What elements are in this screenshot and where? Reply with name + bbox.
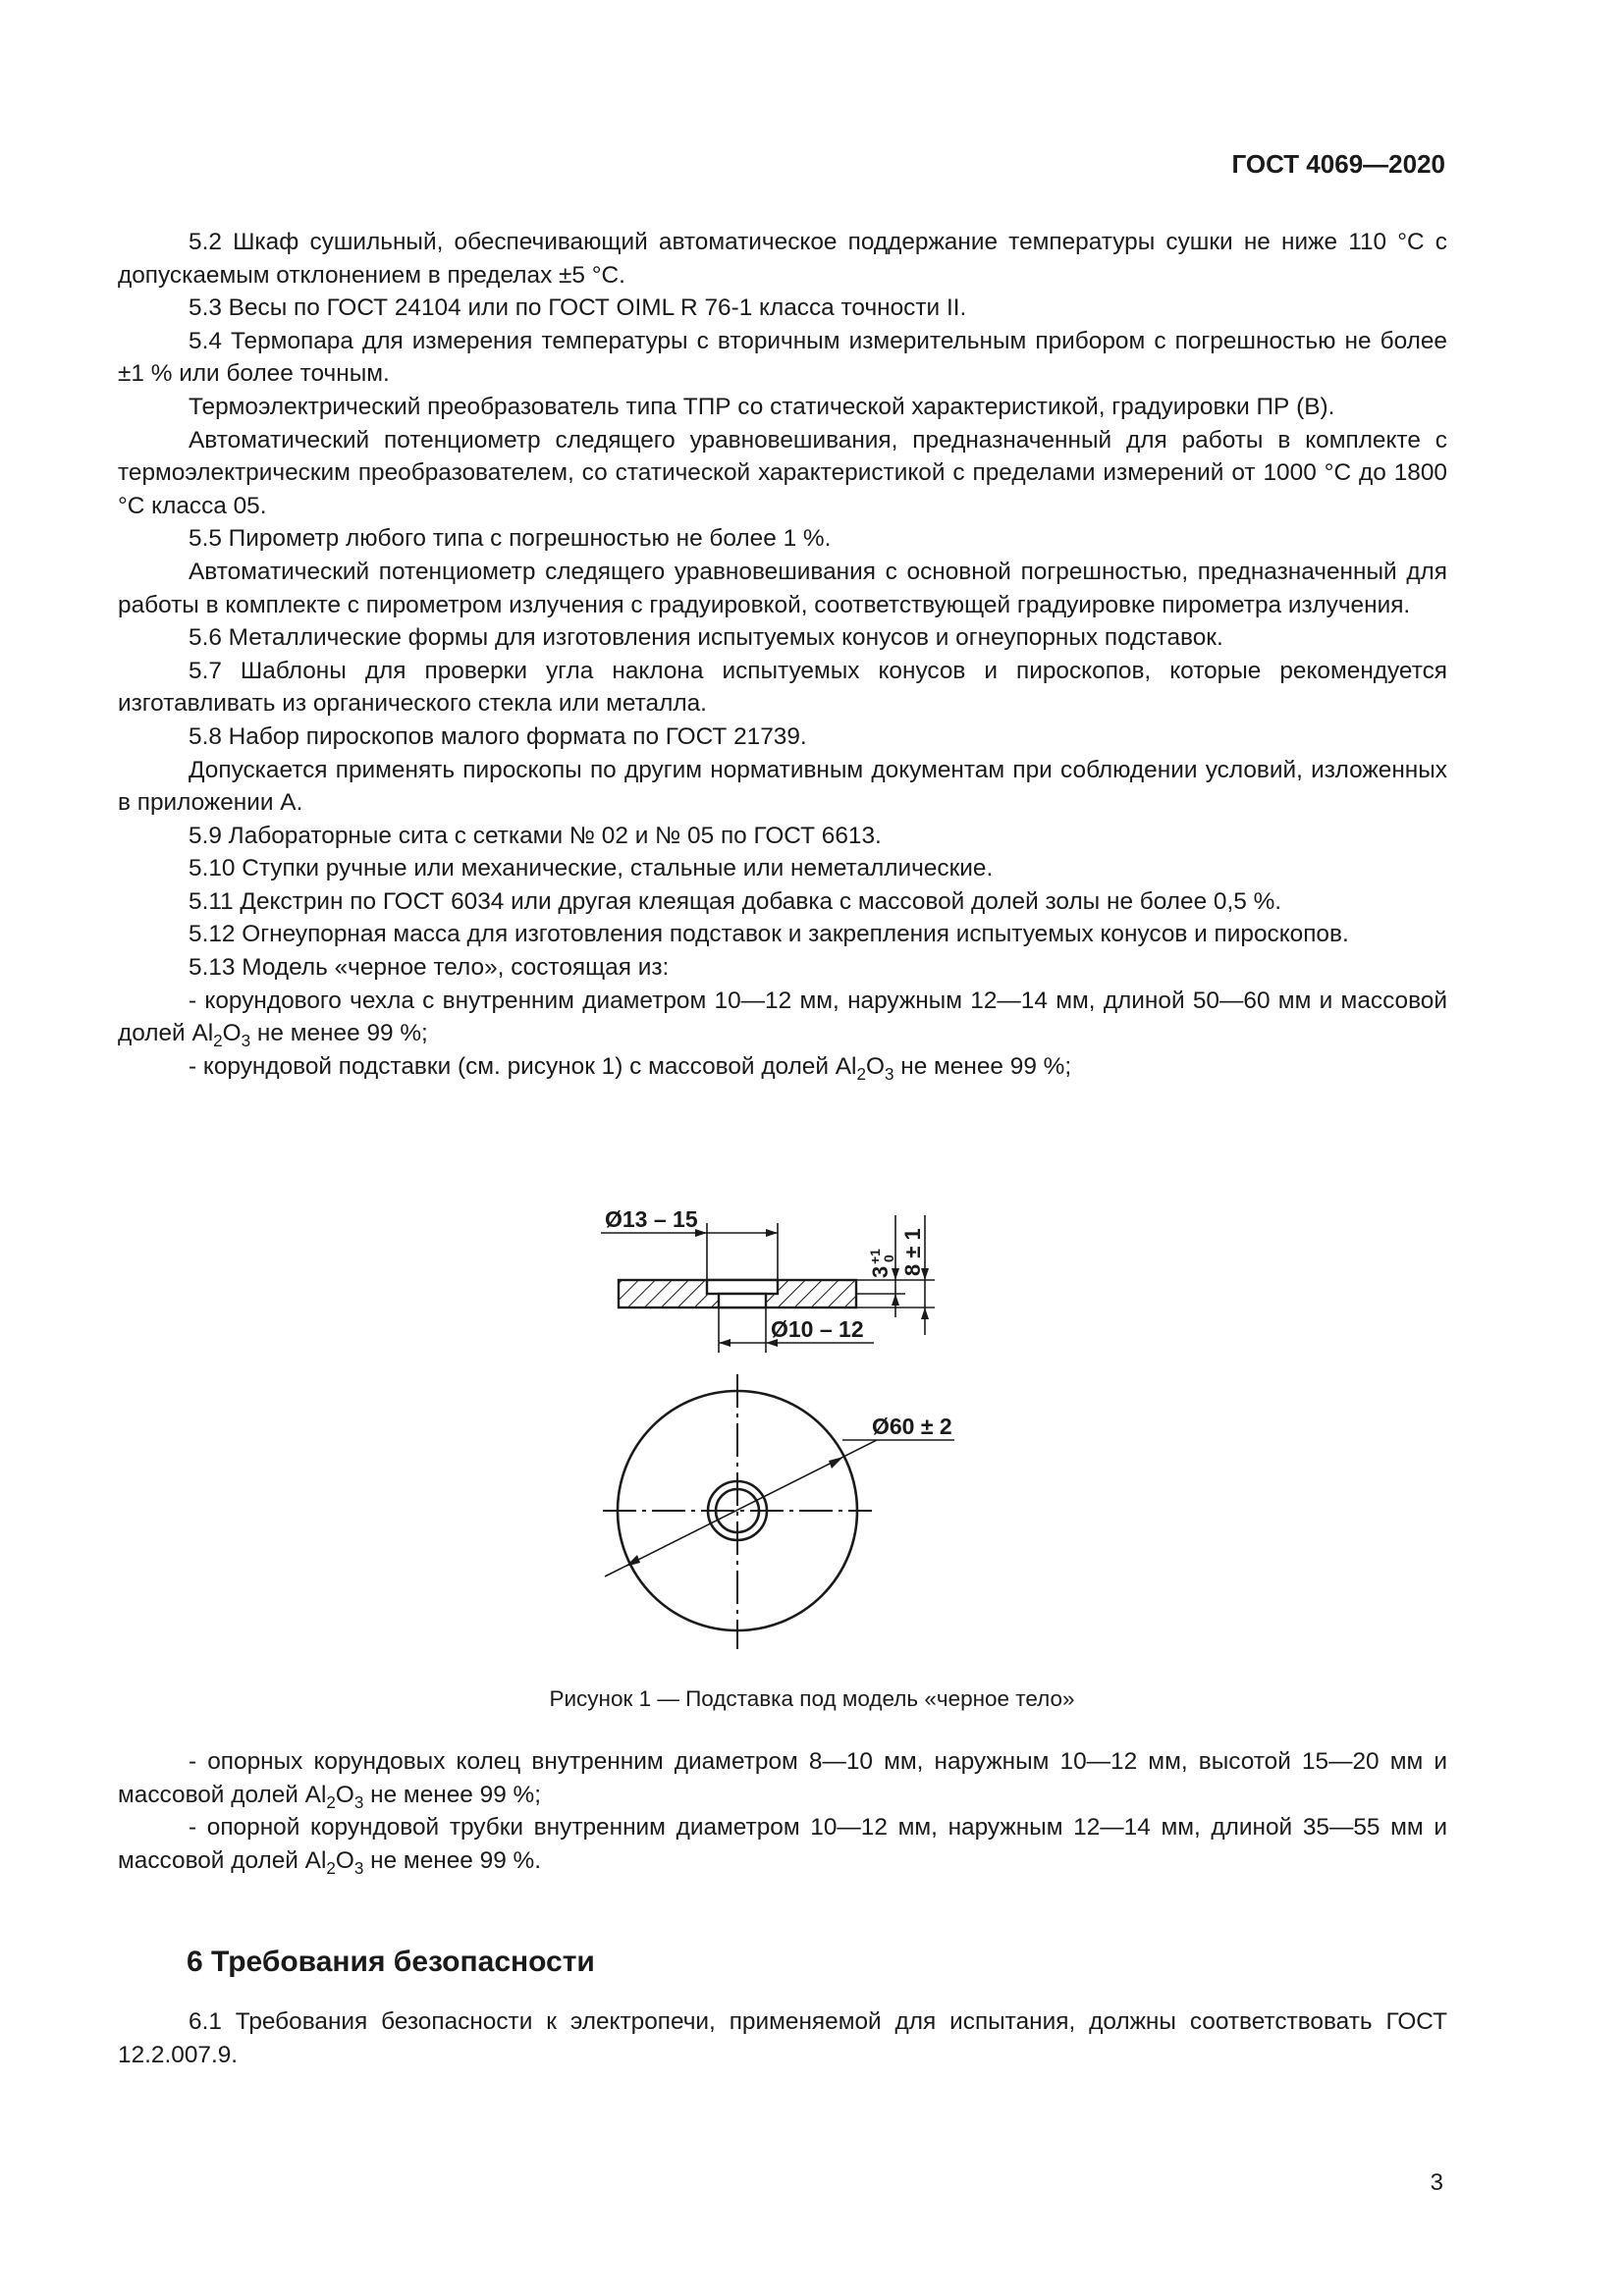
list-item-sheath: - корундового чехла с внутренним диаметром 10—12 мм, наружным 12—14 мм, длиной 50—60 мм и массовой долей $Al_2O_3$ не менее 99 %; xyxy=(118,987,1447,1051)
paragraph-5-8: 5.8 Набор пироскопов малого формата по ГОСТ 21739. xyxy=(189,722,807,750)
paragraph-potentiometer-1: Автоматический потенциометр следящего уравновешивания, предназначенный для работы в комплекте с термоэлектрическим преобразователем, со статической характеристикой с пределами измерений от 1000 °С до 1800 °С класса 05. xyxy=(118,426,1447,519)
paragraph-5-2: 5.2 Шкаф сушильный, обеспечивающий автоматическое поддержание температуры сушки не ниже 110 °С с допускаемым отклонением в пределах ±5 °С. xyxy=(118,229,1447,289)
paragraph-5-9: 5.9 Лабораторные сита с сетками № 02 и № 05 по ГОСТ 6613. xyxy=(189,822,882,849)
dim-height-label: 8 ± 1 xyxy=(900,1228,925,1276)
svg-text:3: 3 xyxy=(868,1265,893,1278)
list-item-tube: - опорной корундовой трубки внутренним диаметром 10—12 мм, наружным 12—14 мм, длиной 35—55 мм и массовой долей $Al_2O_3$ не менее 99 %. xyxy=(118,1814,1447,1878)
paragraph-5-5: 5.5 Пирометр любого типа с погрешностью не более 1 %. xyxy=(189,525,832,553)
svg-text:+1: +1 xyxy=(867,1249,883,1264)
paragraph-6-1: 6.1 Требования безопасности к электропечи, применяемой для испытания, должны соответствовать ГОСТ 12.2.007.9. xyxy=(118,2008,1447,2068)
dim-depth-label xyxy=(867,1249,896,1278)
paragraph-thermocouple: Термоэлектрический преобразователь типа ТПР со статической характеристикой, градуировки ПР (В). xyxy=(189,393,1335,420)
cross-section xyxy=(601,1215,935,1353)
svg-text:0: 0 xyxy=(881,1255,896,1262)
page-number: 3 xyxy=(1430,2169,1443,2196)
figure-1-drawing xyxy=(589,1196,982,1696)
paragraph-5-7: 5.7 Шаблоны для проверки угла наклона испытуемых конусов и пироскопов, которые рекомендуется изготавливать из органического стекла или металла. xyxy=(118,657,1447,718)
dim-top-label: Ø13 – 15 xyxy=(605,1206,698,1232)
paragraph-5-6: 5.6 Металлические формы для изготовления испытуемых конусов и огнеупорных подставок. xyxy=(189,624,1223,652)
dim-bottom-label: Ø10 – 12 xyxy=(771,1316,864,1342)
body-text-section-6 xyxy=(118,2005,1447,2071)
dim-diameter-label: Ø60 ± 2 xyxy=(872,1414,952,1439)
body-text-middle xyxy=(118,1745,1447,1877)
paragraph-potentiometer-2: Автоматический потенциометр следящего уравновешивания с основной погрешностью, предназначенный для работы в комплекте с пирометром излучения с градуировкой, соответствующей градуировке пирометра излучения. xyxy=(118,558,1447,618)
paragraph-5-10: 5.10 Ступки ручные или механические, стальные или неметаллические. xyxy=(189,855,994,882)
paragraph-pyroscopes-allowed: Допускается применять пироскопы по другим нормативным документам при соблюдении условий, изложенных в приложении А. xyxy=(118,756,1447,817)
paragraph-5-12: 5.12 Огнеупорная масса для изготовления подставок и закрепления испытуемых конусов и пироскопов. xyxy=(189,921,1349,948)
paragraph-5-13: 5.13 Модель «черное тело», состоящая из: xyxy=(189,954,670,982)
paragraph-5-3: 5.3 Весы по ГОСТ 24104 или по ГОСТ OIML R 76-1 класса точности II. xyxy=(189,294,967,322)
section-6-heading: 6 Требования безопасности xyxy=(187,1946,595,1978)
paragraph-5-11: 5.11 Декстрин по ГОСТ 6034 или другая клеящая добавка с массовой долей золы не более 0,5 %. xyxy=(189,887,1282,915)
body-text-top xyxy=(118,226,1447,1083)
list-item-support: - корундовой подставки (см. рисунок 1) с массовой долей $Al_2O_3$ не менее 99 %; xyxy=(189,1052,1072,1084)
document-code-header: ГОСТ 4069—2020 xyxy=(1231,149,1445,179)
paragraph-5-4: 5.4 Термопара для измерения температуры с вторичным измерительным прибором с погрешностью не более ±1 % или более точным. xyxy=(118,327,1447,388)
figure-1-caption: Рисунок 1 — Подставка под модель «черное тело» xyxy=(549,1686,1075,1711)
list-item-rings: - опорных корундовых колец внутренним диаметром 8—10 мм, наружным 10—12 мм, высотой 15—20 мм и массовой долей $Al_2O_3$ не менее 99 %; xyxy=(118,1748,1447,1812)
